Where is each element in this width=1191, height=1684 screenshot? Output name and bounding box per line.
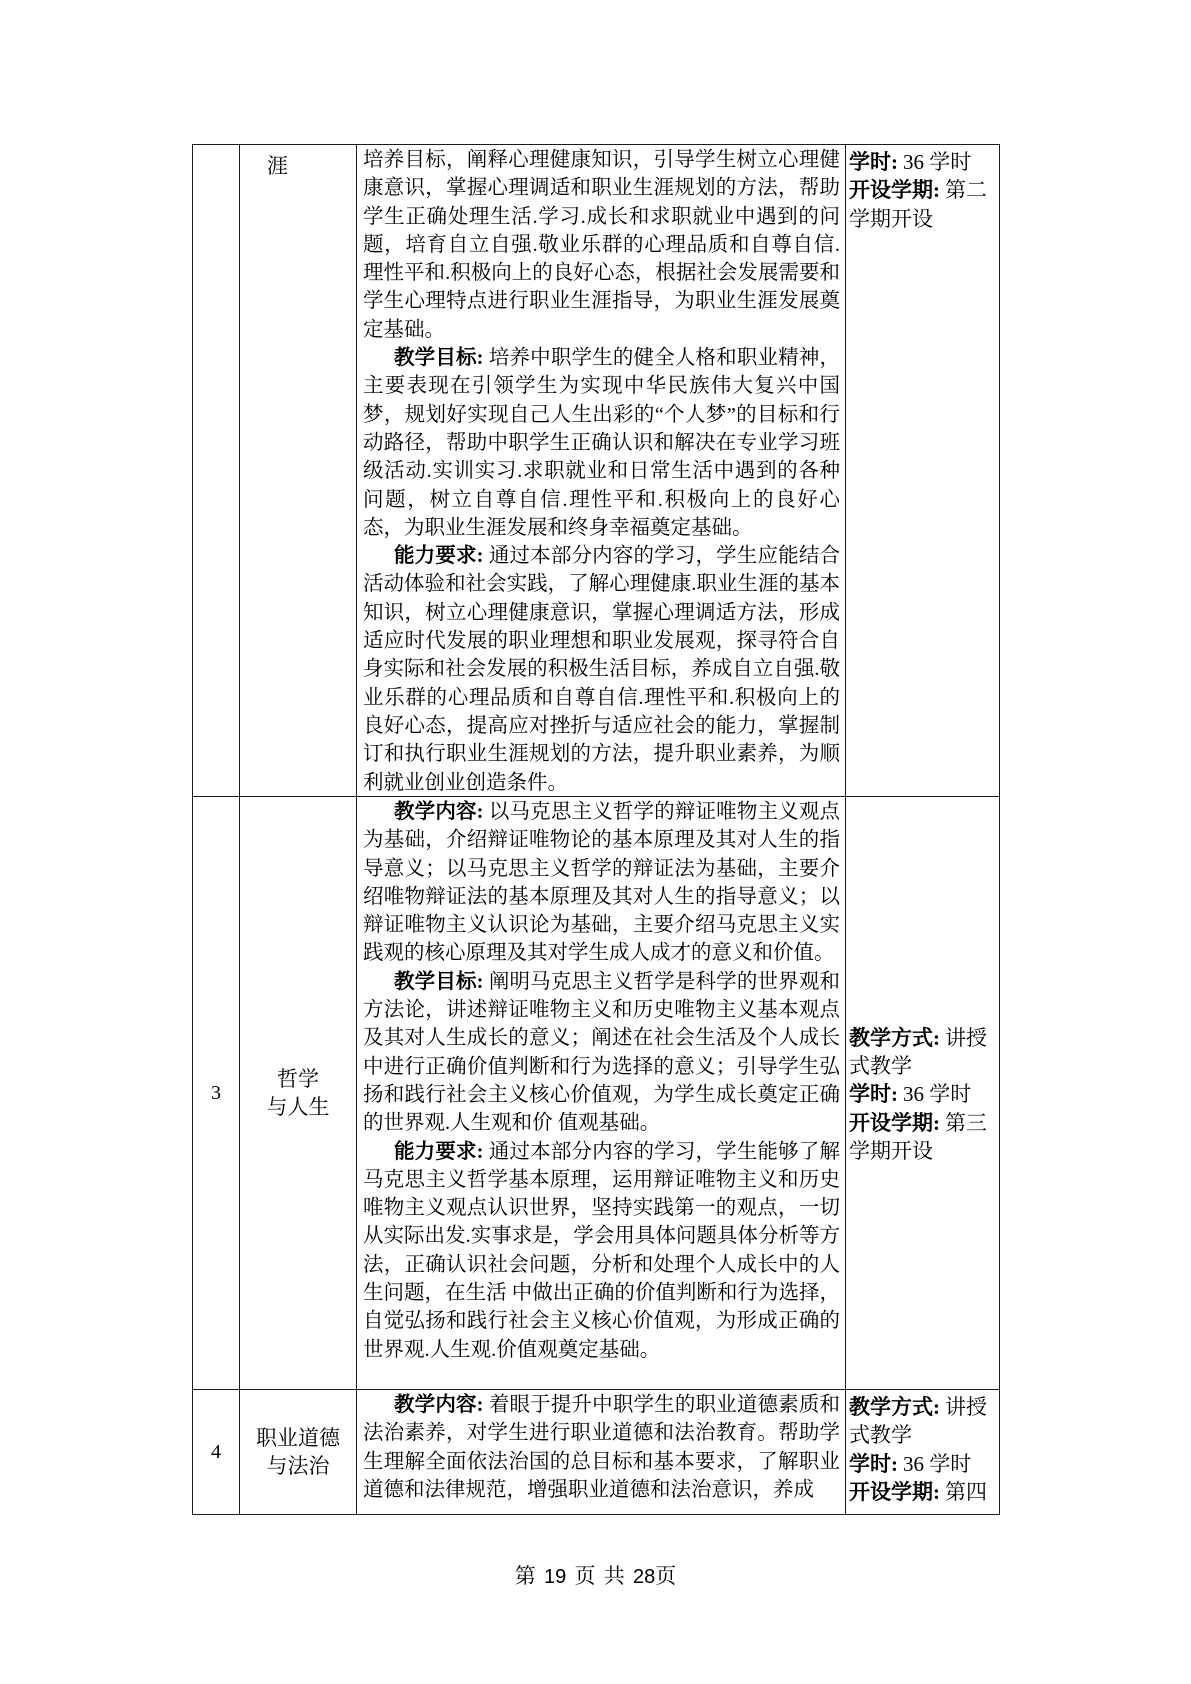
semester-info [849,176,997,233]
semester-info [849,1478,997,1506]
paragraph-text: 阐明马克思主义哲学是科学的世界观和方法论，讲述辩证唯物主义和历史唯物主义基本观点及其对人生成长的意义；阐述在社会生活及个人成长中进行正确价值判断和行为选择的意义；引导学生弘扬和践行社会主义核心价值观，为学生成长奠定正确的世界观.人生观和价 值观基础。 [363,970,841,1135]
hours-value: 36 学时 [903,1082,972,1107]
paragraph-text: 通过本部分内容的学习，学生应能结合活动体验和社会实践，了解心理健康.职业生涯的基本知识，树立心理健康意识，掌握心理调适方法，形成适应时代发展的职业理想和职业发展观，探寻符合自身实际和社会发展的积极生活目标，养成自立自强.敬业乐群的心理品质和自尊自信.理性平和.积极向上的良好心态，提高应对挫折与适应社会的能力，掌握制订和执行职业生涯规划的方法，提升职业素养，为顺利就业创业创造条件。 [363,545,841,794]
hours-label: 学时: [849,1082,898,1107]
paragraph-lead: 教学内容: [394,1394,484,1416]
teaching-method-label: 教学方式: [849,1395,940,1419]
semester-value: 第二学期开设 [849,178,987,231]
footer-label-suffix: 页 [655,1564,677,1588]
teaching-method-label: 教学方式: [849,1025,940,1050]
row3-number-cell: 4 [193,1390,240,1514]
teaching-method-info [849,1024,997,1081]
semester-info [849,1109,997,1166]
hours-label: 学时: [849,150,898,174]
row2-course-name-cell [240,797,357,1390]
footer-label-prefix: 第 [514,1564,536,1588]
paragraph-text: 培养目标，阐释心理健康知识，引导学生树立心理健康意识，掌握心理调适和职业生涯规划的方法，帮助学生正确处理生活.学习.成长和求职就业中遇到的问题，培育自立自强.敬业乐群的心理品质和自尊自信.理性平和.积极向上的良好心态，根据社会发展需要和学生心理特点进行职业生涯指导，为职业生涯发展奠定基础。 [363,149,840,341]
row2-number-cell: 3 [193,797,240,1390]
paragraph-lead: 能力要求: [394,545,484,568]
hours-value: 36 学时 [903,150,972,174]
row1-info-cell [846,145,999,797]
row3-content-cell [357,1390,846,1514]
paragraph [363,1391,840,1504]
paragraph-lead: 教学内容: [394,801,484,823]
paragraph [363,968,840,1138]
row3-info-cell [846,1390,999,1514]
course-name-line: 职业道德 [256,1425,340,1450]
footer-total-pages: 28 [633,1566,656,1588]
hours-info [849,1450,997,1478]
row1-number-cell [193,145,240,797]
hours-info [849,148,997,176]
row1-content-cell [357,145,846,797]
footer-page-number: 19 [544,1566,567,1588]
course-name-line: 哲学 [277,1066,319,1091]
paragraph [363,344,840,542]
footer-label-middle: 页 共 [574,1564,625,1588]
hours-value: 36 学时 [903,1451,972,1476]
semester-label: 开设学期: [849,1479,940,1504]
course-name-line: 与法治 [266,1454,330,1478]
hours-label: 学时: [849,1451,898,1476]
semester-value: 第四 [945,1479,987,1504]
teaching-method-value: 讲授式教学 [849,1025,987,1079]
paragraph-text: 着眼于提升中职学生的职业道德素质和法治素养，对学生进行职业道德和法治教育。帮助学生理解全面依法治国的总目标和基本要求，了解职业道德和法律规范，增强职业道德和法治意识，养成 [363,1394,841,1501]
paragraph-text: 以马克思主义哲学的辩证唯物主义观点为基础，介绍辩证唯物论的基本原理及其对人生的指导意义；以马克思主义哲学的辩证法为基础，主要介绍唯物辩证法的基本原理及其对人生的指导意义；以辩证唯物主义认识论为基础，主要介绍马克思主义实践观的核心原理及其对学生成人成才的意义和价值。 [363,801,841,965]
row2-content-cell [357,797,846,1390]
row1-course-name-cell [240,145,357,797]
page-footer [0,1560,1191,1590]
hours-info [849,1080,997,1108]
teaching-method-info [849,1393,997,1450]
semester-value: 第三学期开设 [849,1110,987,1163]
course-name-line: 涯 [267,154,288,178]
paragraph-text: 培养中职学生的健全人格和职业精神，主要表现在引领学生为实现中华民族伟大复兴中国梦，规划好实现自己人生出彩的“个人梦”的目标和行动路径，帮助中职学生正确认识和解决在专业学习班级活动.实训实习.求职就业和日常生活中遇到的各种问题，树立自尊自信.理性平和.积极向上的良好心态，为职业生涯发展和终身幸福奠定基础。 [363,347,841,539]
course-name-line: 与人生 [266,1095,330,1119]
paragraph [363,1138,840,1364]
curriculum-table [192,144,1000,1515]
paragraph-lead: 教学目标: [394,970,484,993]
row2-info-cell [846,797,999,1390]
teaching-method-value: 讲授式教学 [849,1395,987,1448]
paragraph-lead: 能力要求: [394,1140,484,1163]
semester-label: 开设学期: [849,178,940,203]
row3-course-name-cell [240,1390,357,1514]
paragraph-text: 通过本部分内容的学习，学生能够了解马克思主义哲学基本原理，运用辩证唯物主义和历史唯物主义观点认识世界，坚持实践第一的观点，一切从实际出发.实事求是，学会用具体问题具体分析等方 法，正确认识社会问题，分析和处理个人成长中的人生问题，在生活 中做出正确的价值判断和行为选择，自觉弘扬和践行社会主义核心价值观，为形成正确的世界观.人生观.价值观奠定基础。 [363,1140,841,1361]
semester-label: 开设学期: [849,1110,940,1135]
paragraph [363,542,840,797]
paragraph [363,146,840,344]
paragraph-lead: 教学目标: [394,347,484,370]
paragraph [363,798,840,968]
